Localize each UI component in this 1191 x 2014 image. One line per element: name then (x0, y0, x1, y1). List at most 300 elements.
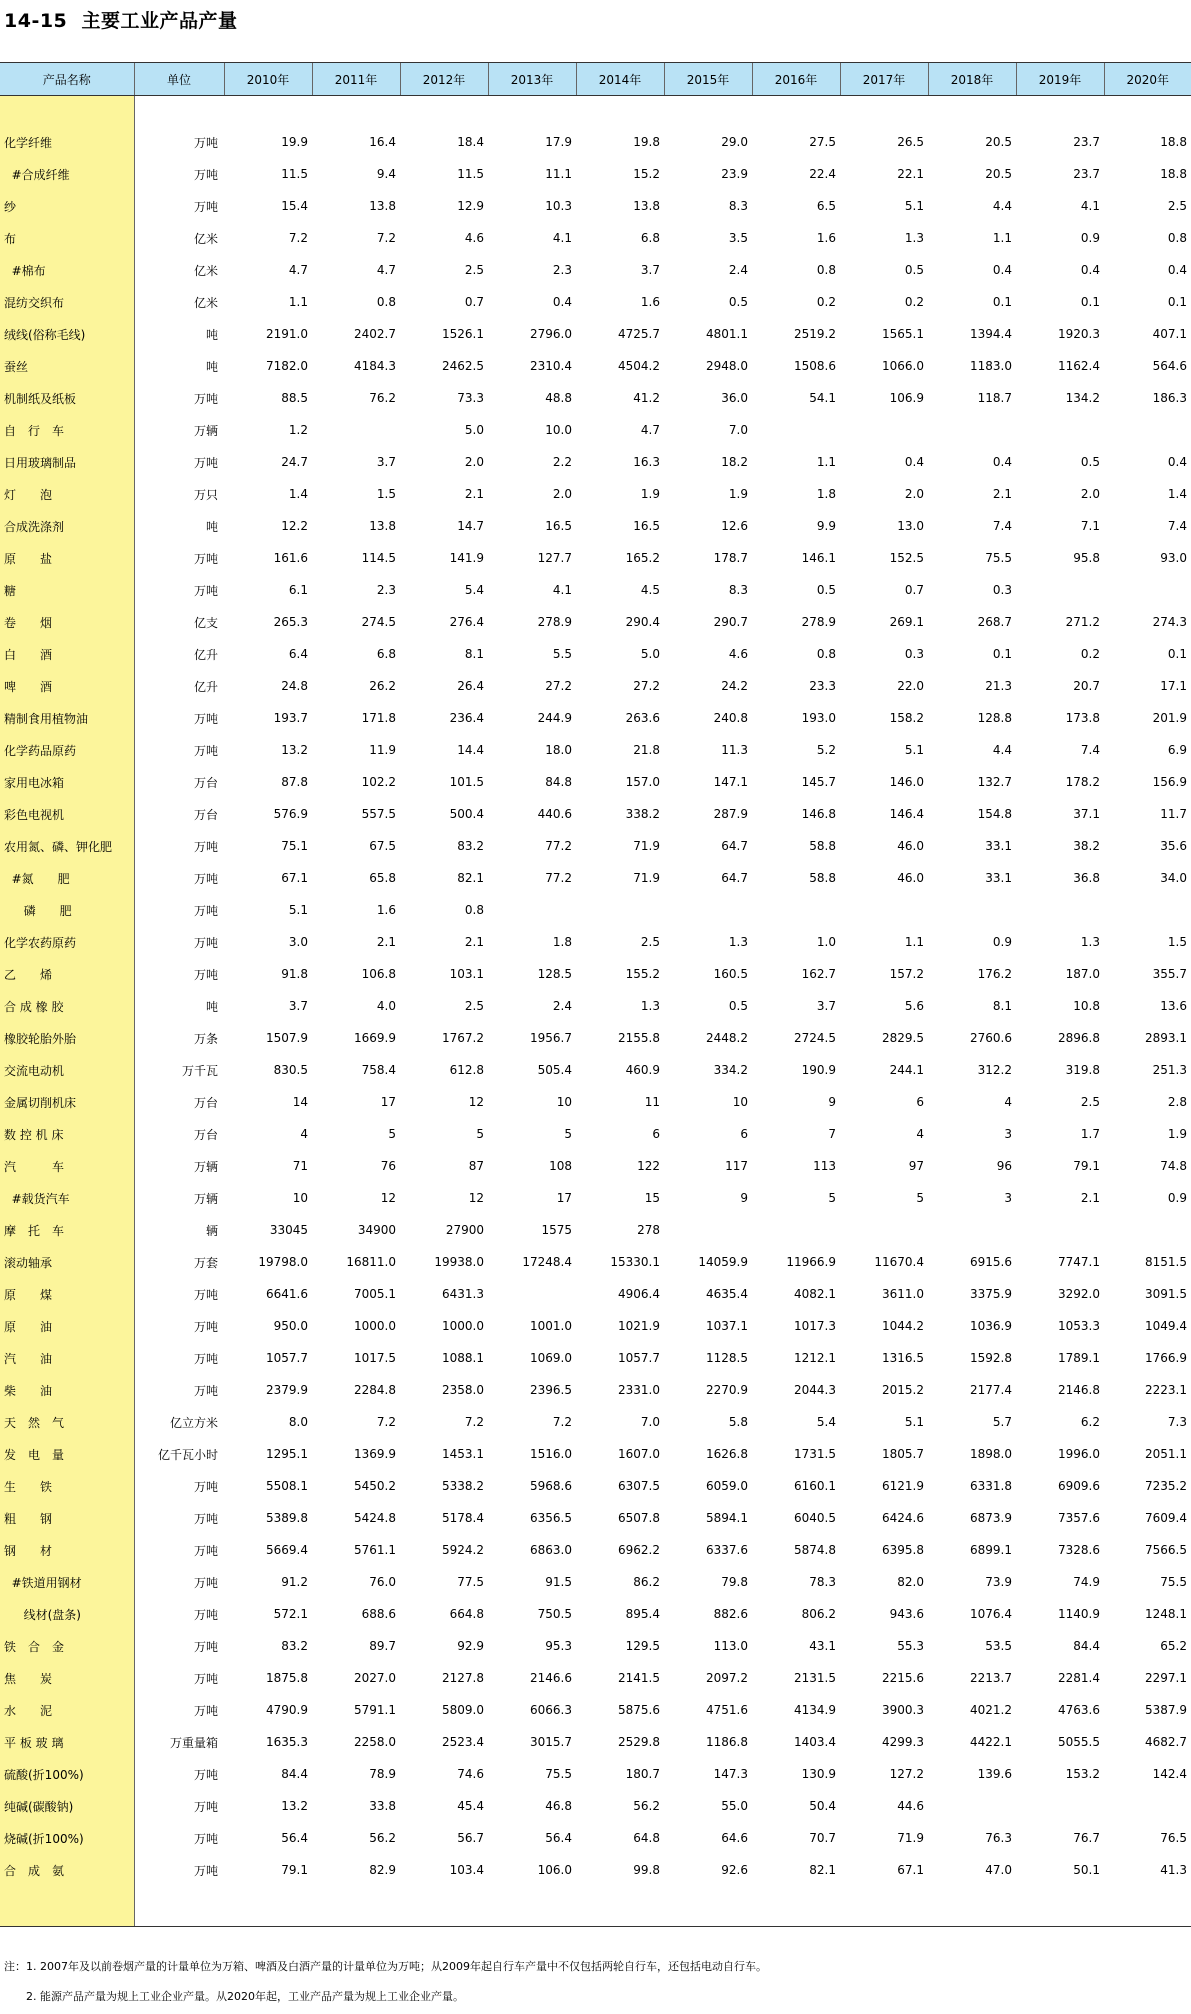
product-name-cell: 自 行 车 (0, 414, 134, 446)
value-cell: 33045 (269, 1223, 308, 1237)
value-cell: 127.7 (537, 551, 572, 565)
value-cell: 1316.5 (882, 1351, 924, 1365)
value-cell: 6.8 (640, 231, 660, 245)
value-cell: 18.4 (457, 135, 484, 149)
value-cell: 1049.4 (1145, 1319, 1187, 1333)
value-cell: 5.2 (816, 743, 836, 757)
value-cell: 460.9 (625, 1063, 660, 1077)
value-cell: 2.0 (552, 487, 572, 501)
table-row (0, 926, 1191, 958)
value-cell: 564.6 (1152, 359, 1187, 373)
unit-cell: 万吨 (193, 1831, 218, 1846)
unit-cell: 万吨 (193, 903, 218, 918)
value-cell: 45.4 (457, 1799, 484, 1813)
table-row (0, 1598, 1191, 1630)
value-cell: 155.2 (625, 967, 660, 981)
value-cell: 2223.1 (1145, 1383, 1187, 1397)
value-cell: 5.1 (904, 199, 924, 213)
value-cell: 244.1 (889, 1063, 924, 1077)
value-cell: 882.6 (713, 1607, 748, 1621)
value-cell: 118.7 (977, 391, 1012, 405)
value-cell: 7.4 (992, 519, 1012, 533)
value-cell: 7328.6 (1058, 1543, 1100, 1557)
value-cell: 16.3 (633, 455, 660, 469)
value-cell: 91.2 (281, 1575, 308, 1589)
value-cell: 290.4 (625, 615, 660, 629)
value-cell: 1036.9 (970, 1319, 1012, 1333)
value-cell: 7.0 (728, 423, 748, 437)
value-cell: 2.1 (464, 487, 484, 501)
value-cell: 91.8 (281, 967, 308, 981)
value-cell: 2146.8 (1058, 1383, 1100, 1397)
value-cell: 5669.4 (266, 1543, 308, 1557)
value-cell: 236.4 (449, 711, 484, 725)
value-cell: 2796.0 (530, 327, 572, 341)
value-cell: 278.9 (537, 615, 572, 629)
product-name-cell: 原 油 (0, 1310, 134, 1342)
unit-cell: 万台 (193, 775, 218, 790)
value-cell: 1.6 (376, 903, 396, 917)
value-cell: 13.8 (369, 519, 396, 533)
value-cell: 244.9 (537, 711, 572, 725)
value-cell (1104, 894, 1191, 926)
product-name-cell: 硫酸(折100%) (0, 1758, 134, 1790)
product-name-cell: 天 然 气 (0, 1406, 134, 1438)
unit-cell: 万吨 (193, 743, 218, 758)
value-cell: 4134.9 (794, 1703, 836, 1717)
product-name-cell: 糖 (0, 574, 134, 606)
value-cell: 201.9 (1152, 711, 1187, 725)
value-cell: 4299.3 (882, 1735, 924, 1749)
value-cell: 154.8 (977, 807, 1012, 821)
value-cell: 56.2 (369, 1831, 396, 1845)
value-cell: 1507.9 (266, 1031, 308, 1045)
unit-cell: 万吨 (193, 711, 218, 726)
unit-cell: 亿升 (193, 679, 218, 694)
value-cell: 33.1 (985, 839, 1012, 853)
value-cell: 33.1 (985, 871, 1012, 885)
value-cell: 92.9 (457, 1639, 484, 1653)
value-cell: 71.9 (633, 871, 660, 885)
table-row (0, 670, 1191, 702)
unit-cell: 万吨 (193, 839, 218, 854)
value-cell: 10 (292, 1191, 308, 1205)
value-cell: 152.5 (889, 551, 924, 565)
value-cell: 6059.0 (706, 1479, 748, 1493)
value-cell: 153.2 (1065, 1767, 1100, 1781)
unit-cell: 万吨 (193, 935, 218, 950)
table-row (0, 606, 1191, 638)
product-name-cell: 柴 油 (0, 1374, 134, 1406)
value-cell: 1066.0 (882, 359, 924, 373)
value-cell: 14.4 (457, 743, 484, 757)
table-row (0, 1822, 1191, 1854)
value-cell: 6.9 (1167, 743, 1187, 757)
value-cell: 5387.9 (1145, 1703, 1187, 1717)
value-cell: 9.9 (816, 519, 836, 533)
value-cell (1016, 1214, 1104, 1246)
product-name-cell: 纯碱(碳酸钠) (0, 1790, 134, 1822)
value-cell: 0.5 (1080, 455, 1100, 469)
value-cell: 0.1 (992, 647, 1012, 661)
value-cell: 82.9 (369, 1863, 396, 1877)
value-cell: 13.2 (281, 1799, 308, 1813)
value-cell: 3.7 (288, 999, 308, 1013)
value-cell: 27900 (445, 1223, 484, 1237)
value-cell: 178.7 (713, 551, 748, 565)
value-cell: 0.7 (464, 295, 484, 309)
table-row (0, 638, 1191, 670)
value-cell: 4.4 (992, 199, 1012, 213)
value-cell: 0.4 (992, 455, 1012, 469)
value-cell (752, 1214, 840, 1246)
value-cell: 127.2 (889, 1767, 924, 1781)
value-cell: 10.8 (1073, 999, 1100, 1013)
value-cell: 688.6 (361, 1607, 396, 1621)
value-cell: 0.8 (1167, 231, 1187, 245)
table-row (0, 318, 1191, 350)
value-cell: 24.2 (721, 679, 748, 693)
table-row (0, 990, 1191, 1022)
value-cell: 3.5 (728, 231, 748, 245)
value-cell: 6873.9 (970, 1511, 1012, 1525)
value-cell (312, 414, 400, 446)
value-cell: 92.6 (721, 1863, 748, 1877)
value-cell: 193.0 (801, 711, 836, 725)
value-cell: 103.1 (449, 967, 484, 981)
product-name-cell: 烧碱(折100%) (0, 1822, 134, 1854)
product-name-cell: 绒线(俗称毛线) (0, 318, 134, 350)
value-cell: 7609.4 (1145, 1511, 1187, 1525)
value-cell: 6040.5 (794, 1511, 836, 1525)
value-cell: 19938.0 (434, 1255, 484, 1269)
value-cell: 88.5 (281, 391, 308, 405)
value-cell: 84.4 (1073, 1639, 1100, 1653)
product-name-cell: 啤 酒 (0, 670, 134, 702)
value-cell: 12 (380, 1191, 396, 1205)
value-cell: 1017.5 (354, 1351, 396, 1365)
value-cell: 156.9 (1152, 775, 1187, 789)
product-name-cell: 灯 泡 (0, 478, 134, 510)
value-cell: 2.1 (464, 935, 484, 949)
value-cell: 440.6 (537, 807, 572, 821)
value-cell: 54.1 (809, 391, 836, 405)
value-cell: 2760.6 (970, 1031, 1012, 1045)
value-cell: 11670.4 (874, 1255, 924, 1269)
value-cell: 46.0 (897, 839, 924, 853)
table-row (0, 1246, 1191, 1278)
value-cell: 2.5 (464, 999, 484, 1013)
product-name-cell: 合 成 橡 胶 (0, 990, 134, 1022)
value-cell: 338.2 (625, 807, 660, 821)
value-cell: 97 (908, 1159, 924, 1173)
table-row (0, 766, 1191, 798)
value-cell: 8.3 (728, 583, 748, 597)
value-cell: 24.7 (281, 455, 308, 469)
value-cell: 1057.7 (618, 1351, 660, 1365)
value-cell: 269.1 (889, 615, 924, 629)
value-cell: 1088.1 (442, 1351, 484, 1365)
value-cell: 176.2 (977, 967, 1012, 981)
table-row (0, 158, 1191, 190)
table-row (0, 478, 1191, 510)
value-cell: 5 (564, 1127, 572, 1141)
product-name-cell: 机制纸及纸板 (0, 382, 134, 414)
value-cell: 108 (549, 1159, 572, 1173)
value-cell: 7747.1 (1058, 1255, 1100, 1269)
value-cell: 10 (556, 1095, 572, 1109)
value-cell: 56.4 (545, 1831, 572, 1845)
value-cell: 287.9 (713, 807, 748, 821)
table-row (0, 446, 1191, 478)
value-cell: 1.3 (728, 935, 748, 949)
value-cell: 12.9 (457, 199, 484, 213)
value-cell: 0.1 (1167, 295, 1187, 309)
value-cell: 2.1 (376, 935, 396, 949)
value-cell: 157.0 (625, 775, 660, 789)
unit-cell: 万吨 (193, 583, 218, 598)
value-cell (840, 894, 928, 926)
value-cell: 4.7 (288, 263, 308, 277)
value-cell: 830.5 (273, 1063, 308, 1077)
value-cell: 0.5 (904, 263, 924, 277)
unit-cell: 万吨 (193, 135, 218, 150)
value-cell: 56.7 (457, 1831, 484, 1845)
value-cell: 1.9 (1167, 1127, 1187, 1141)
value-cell: 6 (740, 1127, 748, 1141)
value-cell: 0.5 (728, 295, 748, 309)
value-cell: 12.2 (281, 519, 308, 533)
unit-cell: 亿米 (193, 263, 218, 278)
value-cell: 67.1 (281, 871, 308, 885)
unit-cell: 亿米 (193, 295, 218, 310)
product-name-cell: 汽 车 (0, 1150, 134, 1182)
value-cell: 2097.2 (706, 1671, 748, 1685)
value-cell: 6641.6 (266, 1287, 308, 1301)
value-cell: 41.2 (633, 391, 660, 405)
value-cell: 2270.9 (706, 1383, 748, 1397)
value-cell: 12.6 (721, 519, 748, 533)
value-cell: 1.8 (552, 935, 572, 949)
value-cell: 5.0 (640, 647, 660, 661)
footnote-1: 注：1. 2007年及以前卷烟产量的计量单位为万箱、啤酒及白酒产量的计量单位为万吨；从2009年起自行车产量中不仅包括两轮自行车，还包括电动自行车。 (4, 1960, 767, 1973)
value-cell: 1766.9 (1145, 1351, 1187, 1365)
value-cell: 11.5 (281, 167, 308, 181)
product-name-cell: 铁 合 金 (0, 1630, 134, 1662)
value-cell: 7357.6 (1058, 1511, 1100, 1525)
value-cell: 5809.0 (442, 1703, 484, 1717)
value-cell: 7.4 (1167, 519, 1187, 533)
unit-cell: 万台 (193, 807, 218, 822)
value-cell: 74.8 (1160, 1159, 1187, 1173)
value-cell: 0.1 (1080, 295, 1100, 309)
value-cell: 24.8 (281, 679, 308, 693)
unit-cell: 亿千瓦小时 (157, 1447, 218, 1462)
table-row (0, 1566, 1191, 1598)
value-cell: 36.8 (1073, 871, 1100, 885)
value-cell: 12 (468, 1095, 484, 1109)
value-cell (576, 894, 664, 926)
value-cell: 67.5 (369, 839, 396, 853)
unit-cell: 万千瓦 (181, 1063, 218, 1078)
value-cell: 27.2 (545, 679, 572, 693)
unit-cell: 亿米 (193, 231, 218, 246)
value-cell: 2281.4 (1058, 1671, 1100, 1685)
table-row (0, 830, 1191, 862)
table-row (0, 1790, 1191, 1822)
value-cell: 2829.5 (882, 1031, 924, 1045)
value-cell: 8.1 (464, 647, 484, 661)
value-cell: 895.4 (625, 1607, 660, 1621)
value-cell: 2.5 (1080, 1095, 1100, 1109)
table-row (0, 734, 1191, 766)
value-cell: 2.5 (1167, 199, 1187, 213)
value-cell: 7.2 (376, 231, 396, 245)
value-cell: 7005.1 (354, 1287, 396, 1301)
value-cell: 0.8 (816, 647, 836, 661)
value-cell: 0.8 (464, 903, 484, 917)
value-cell: 8.3 (728, 199, 748, 213)
unit-cell: 亿升 (193, 647, 218, 662)
product-name-cell: 化学药品原药 (0, 734, 134, 766)
value-cell: 147.3 (713, 1767, 748, 1781)
value-cell: 7.3 (1167, 1415, 1187, 1429)
unit-cell: 万台 (193, 1095, 218, 1110)
value-cell: 1017.3 (794, 1319, 836, 1333)
table-row (0, 1022, 1191, 1054)
value-cell: 2015.2 (882, 1383, 924, 1397)
value-cell: 572.1 (273, 1607, 308, 1621)
unit-cell: 吨 (205, 519, 218, 534)
table-row (0, 1374, 1191, 1406)
value-cell: 4.1 (552, 231, 572, 245)
value-cell: 11 (644, 1095, 660, 1109)
value-cell: 2297.1 (1145, 1671, 1187, 1685)
unit-cell: 万吨 (193, 551, 218, 566)
header-year: 2020年 (1104, 63, 1191, 96)
value-cell (840, 1214, 928, 1246)
value-cell: 50.4 (809, 1799, 836, 1813)
value-cell: 8151.5 (1145, 1255, 1187, 1269)
value-cell: 15.2 (633, 167, 660, 181)
value-cell: 1186.8 (706, 1735, 748, 1749)
value-cell: 0.9 (1167, 1191, 1187, 1205)
value-cell: 2284.8 (354, 1383, 396, 1397)
value-cell: 41.3 (1160, 1863, 1187, 1877)
value-cell: 11.7 (1160, 807, 1187, 821)
value-cell: 6160.1 (794, 1479, 836, 1493)
value-cell: 82.0 (897, 1575, 924, 1589)
value-cell: 6507.8 (618, 1511, 660, 1525)
value-cell: 2051.1 (1145, 1447, 1187, 1461)
value-cell: 13.8 (633, 199, 660, 213)
value-cell: 5 (476, 1127, 484, 1141)
table-row (0, 126, 1191, 158)
value-cell: 2724.5 (794, 1031, 836, 1045)
value-cell: 16.5 (545, 519, 572, 533)
product-name-cell: 布 (0, 222, 134, 254)
value-cell: 5450.2 (354, 1479, 396, 1493)
unit-cell: 万吨 (193, 1351, 218, 1366)
value-cell: 4021.2 (970, 1703, 1012, 1717)
value-cell: 23.9 (721, 167, 748, 181)
value-cell: 0.1 (992, 295, 1012, 309)
value-cell: 190.9 (801, 1063, 836, 1077)
value-cell: 806.2 (801, 1607, 836, 1621)
value-cell: 77.2 (545, 839, 572, 853)
value-cell: 76.5 (1160, 1831, 1187, 1845)
value-cell: 6962.2 (618, 1543, 660, 1557)
value-cell: 0.4 (1080, 263, 1100, 277)
value-cell: 2.8 (1167, 1095, 1187, 1109)
value-cell: 58.8 (809, 839, 836, 853)
value-cell (1104, 1214, 1191, 1246)
value-cell: 8.1 (992, 999, 1012, 1013)
table-row (0, 510, 1191, 542)
value-cell: 22.0 (897, 679, 924, 693)
value-cell (488, 1278, 576, 1310)
value-cell: 1789.1 (1058, 1351, 1100, 1365)
value-cell: 71 (292, 1159, 308, 1173)
value-cell: 162.7 (801, 967, 836, 981)
value-cell: 55.3 (897, 1639, 924, 1653)
value-cell (1104, 574, 1191, 606)
value-cell: 5055.5 (1058, 1735, 1100, 1749)
value-cell: 1.6 (640, 295, 660, 309)
value-cell: 2146.6 (530, 1671, 572, 1685)
value-cell: 15.4 (281, 199, 308, 213)
value-cell (928, 1214, 1016, 1246)
value-cell: 2.3 (552, 263, 572, 277)
value-cell: 83.2 (457, 839, 484, 853)
value-cell: 2.2 (552, 455, 572, 469)
unit-cell: 万套 (193, 1255, 218, 1270)
value-cell: 2258.0 (354, 1735, 396, 1749)
value-cell: 2191.0 (266, 327, 308, 341)
unit-cell: 亿支 (193, 615, 218, 630)
value-cell: 9 (828, 1095, 836, 1109)
unit-cell: 万只 (193, 487, 218, 502)
value-cell: 23.3 (809, 679, 836, 693)
value-cell: 141.9 (449, 551, 484, 565)
value-cell: 2.1 (1080, 1191, 1100, 1205)
value-cell: 505.4 (537, 1063, 572, 1077)
value-cell: 950.0 (273, 1319, 308, 1333)
value-cell: 79.1 (281, 1863, 308, 1877)
value-cell: 274.5 (361, 615, 396, 629)
product-name-cell: 原 盐 (0, 542, 134, 574)
value-cell: 117 (725, 1159, 748, 1173)
value-cell: 5.8 (728, 1415, 748, 1429)
value-cell: 23.7 (1073, 135, 1100, 149)
header-year: 2010年 (224, 63, 312, 96)
table-row (0, 1726, 1191, 1758)
value-cell: 14.7 (457, 519, 484, 533)
value-cell: 2.4 (552, 999, 572, 1013)
value-cell: 1.1 (288, 295, 308, 309)
value-cell: 1565.1 (882, 327, 924, 341)
value-cell: 4.1 (1080, 199, 1100, 213)
value-cell: 7.2 (288, 231, 308, 245)
product-name-cell: 原 煤 (0, 1278, 134, 1310)
value-cell (488, 894, 576, 926)
value-cell: 19798.0 (258, 1255, 308, 1269)
value-cell: 7.1 (1080, 519, 1100, 533)
value-cell: 11966.9 (786, 1255, 836, 1269)
value-cell (1016, 574, 1104, 606)
value-cell: 2.5 (640, 935, 660, 949)
footnote-2: 2. 能源产品产量为规上工业企业产量。从2020年起，工业产品产量为规上工业企业产量。 (4, 1990, 464, 2003)
